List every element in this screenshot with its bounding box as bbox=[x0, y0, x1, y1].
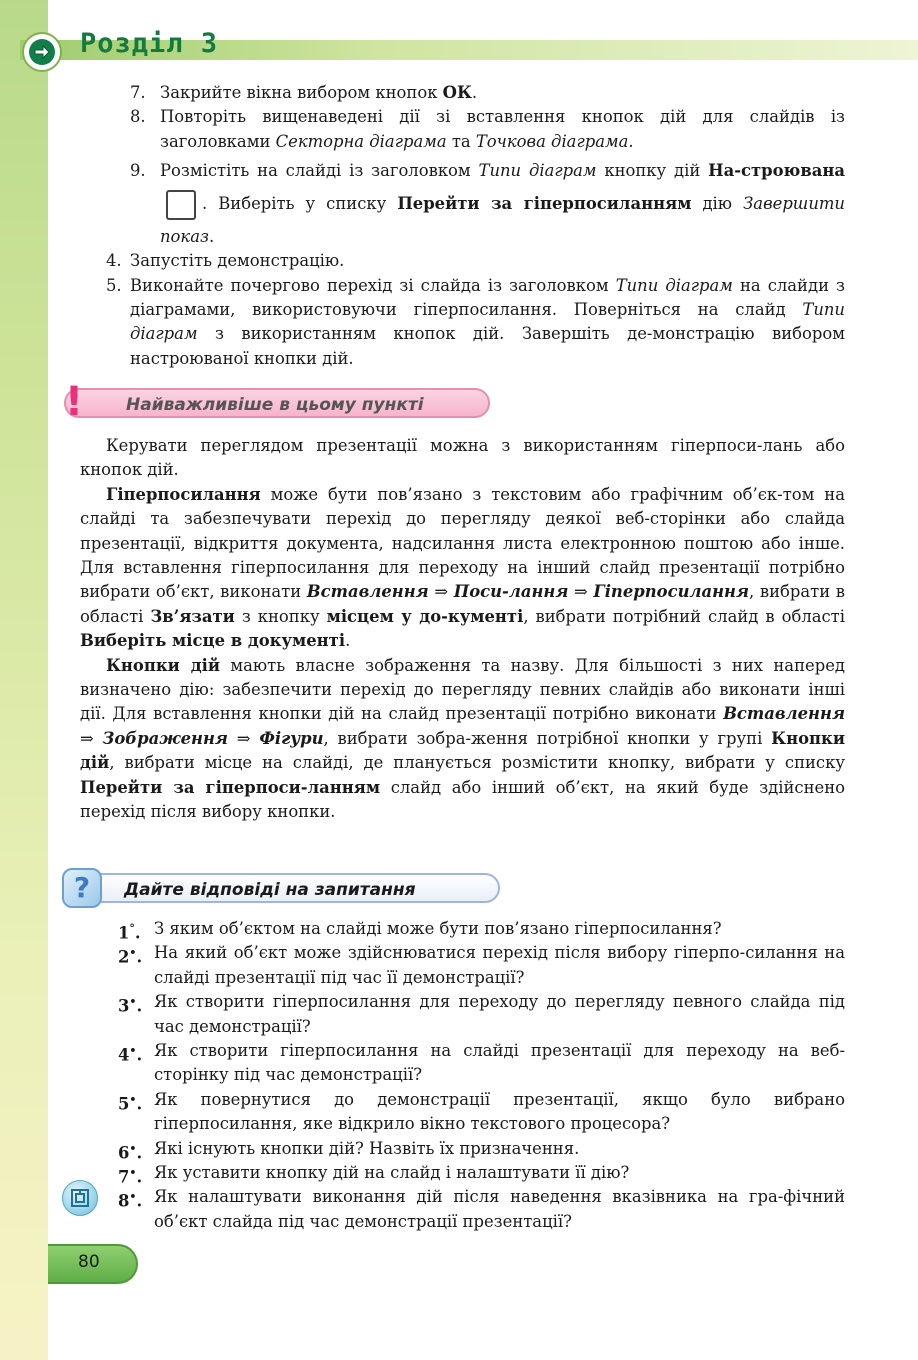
question-number: 3•. bbox=[118, 995, 143, 1016]
list-item-number: 8. bbox=[130, 107, 146, 127]
question-text: Як налаштувати виконання дій після наведення вказівника на гра-фічний об’єкт слайда під час демонстрації презентації? bbox=[154, 1187, 845, 1231]
question-number: 2•. bbox=[118, 946, 143, 967]
questions-banner: Дайте відповіді на запитання bbox=[64, 873, 500, 903]
question-number: 5•. bbox=[118, 1092, 143, 1114]
question-item bbox=[80, 941, 845, 990]
exclamation-icon: ! bbox=[64, 379, 84, 425]
list-item bbox=[80, 249, 845, 273]
questions-list bbox=[80, 917, 845, 1234]
question-item bbox=[80, 917, 845, 941]
question-text: З яким об’єктом на слайді може бути пов’язано гіперпосилання? bbox=[154, 919, 722, 938]
left-margin-band bbox=[0, 0, 48, 1360]
question-number: 4•. bbox=[118, 1044, 143, 1065]
summary-paragraph: Кнопки дій мають власне зображення та назву. Для більшості з них наперед визначено дію: забезпечити перехід до перегляду певних слайдів або виконати інші дії. Для вставлення кнопки дій на слайд презентації потрібно виконати Вставлення ⇒ Зображення ⇒ Фігури, вибрати зобра-ження потрібної кнопки у групі Кнопки дій, вибрати місце на слайді, де планується розмістити кнопку, вибрати у списку Перейти за гіперпоси-ланням слайд або інший об’єкт, на який буде здійснено перехід після вибору кнопки. bbox=[80, 655, 845, 822]
question-text: На який об’єкт може здійснюватися перехід після вибору гіперпо-силання на слайді презентації під час її демонстрації? bbox=[154, 943, 845, 987]
list-item-number: 7. bbox=[130, 83, 146, 102]
question-number: 1°. bbox=[118, 922, 141, 943]
question-number: 6•. bbox=[118, 1141, 143, 1163]
summary-paragraph: Гіперпосилання може бути пов’язано з текстовим або графічним об’єк-том на слайді та забезпечувати перехід до перегляду деякої веб-сторінки або слайда презентації, відкриття документа, надсилання листа електронною поштою або інше. Для вставлення гіперпосилання для переходу на інший слайд презентації потрібно вибрати об’єкт, виконати Вставлення ⇒ Поси-лання ⇒ Гіперпосилання, вибрати в області Зв’язати з кнопку місцем у до-кументі, вибрати потрібний слайд в області Виберіть місце в документі. bbox=[80, 484, 846, 651]
question-text: Як уставити кнопку дій на слайд і налаштувати її дію? bbox=[154, 1163, 630, 1183]
list-item bbox=[80, 105, 845, 154]
list-item-text: Повторіть вищенаведені дії зі вставлення кнопок дій для слайдів із заголовками Секторна діаграма та Точкова діаграма. bbox=[160, 107, 845, 151]
list-item bbox=[80, 274, 845, 372]
list-item-text: Запустіть демонстрацію. bbox=[130, 251, 345, 271]
custom-action-button-icon bbox=[166, 190, 196, 220]
steps-section bbox=[80, 81, 845, 371]
list-item-text: Розмістіть на слайді із заголовком Типи діаграм кнопку дій На-строювана bbox=[160, 161, 845, 181]
question-item bbox=[80, 1088, 845, 1137]
list-item-number: 4. bbox=[106, 251, 122, 271]
list-item-text: Закрийте вікна вибором кнопок ОК. bbox=[160, 83, 478, 102]
online-resource-icon bbox=[62, 1180, 98, 1216]
list-item bbox=[80, 154, 845, 253]
question-item bbox=[80, 1137, 845, 1161]
question-item bbox=[80, 1039, 845, 1088]
question-item bbox=[80, 990, 845, 1039]
question-text: Які існують кнопки дій? Назвіть їх призначення. bbox=[154, 1138, 580, 1158]
page-number: 80 bbox=[78, 1252, 100, 1272]
question-number: 7•. bbox=[118, 1166, 143, 1187]
list-item-number: 9. bbox=[130, 161, 146, 181]
list-item-number: 5. bbox=[106, 275, 122, 295]
question-text: Як створити гіперпосилання для переходу до перегляду певного слайда під час демонстрації? bbox=[154, 992, 845, 1036]
summary-section bbox=[80, 434, 845, 825]
list-item-text: . Виберіть у списку Перейти за гіперпосиланням дію Завершити показ. bbox=[160, 194, 845, 247]
question-text: Як створити гіперпосилання на слайді презентації для переходу на веб-сторінку під час демонстрації? bbox=[154, 1041, 845, 1085]
question-text: Як повернутися до демонстрації презентації, якщо було вибрано гіперпосилання, яке відкрило вікно текстового процесора? bbox=[154, 1089, 845, 1134]
question-number: 8•. bbox=[118, 1190, 143, 1211]
chapter-title: Розділ 3 bbox=[80, 28, 219, 59]
question-item bbox=[80, 1161, 845, 1185]
important-banner: Найважливіше в цьому пункті bbox=[64, 388, 490, 418]
summary-paragraph: Керувати переглядом презентації можна з використанням гіперпоси-лань або кнопок дій. bbox=[80, 436, 845, 480]
arrow-right-icon bbox=[29, 39, 55, 65]
list-item bbox=[80, 81, 845, 105]
question-mark-icon: ? bbox=[62, 868, 102, 908]
chapter-badge bbox=[22, 32, 62, 72]
question-item bbox=[80, 1185, 845, 1234]
list-item-text: Виконайте почергово перехід зі слайда із заголовком Типи діаграм на слайди з діаграмами, використовуючи гіперпосилання. Поверніться на слайд Типи діаграм з використанням кнопок дій. Завершіть де-монстрацію вибором настроюваної кнопки дій. bbox=[130, 275, 845, 368]
